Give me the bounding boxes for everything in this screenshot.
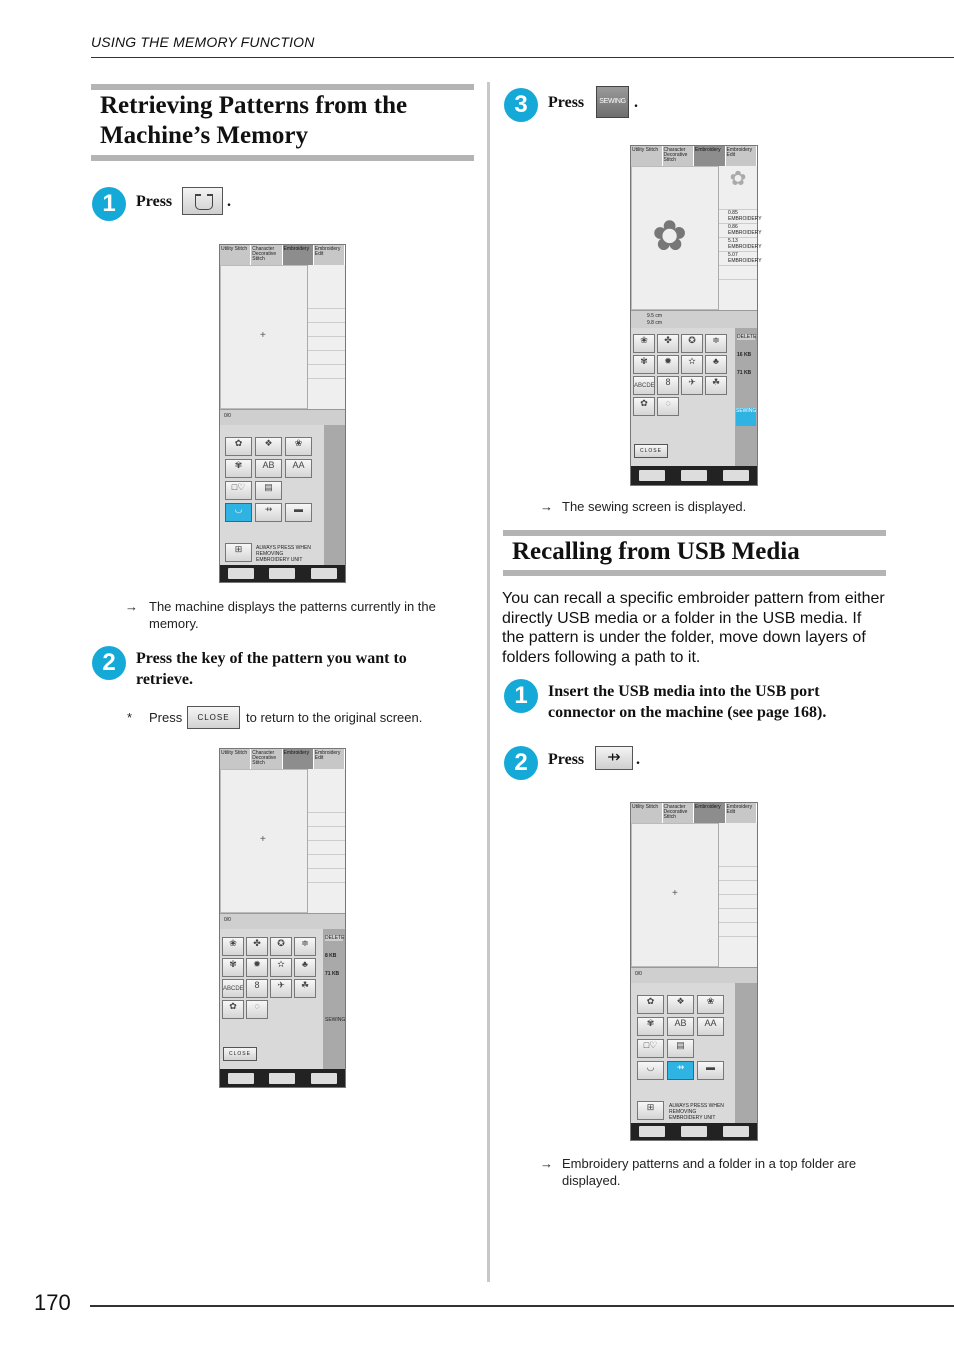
bottom-key-1[interactable] — [639, 470, 665, 481]
size-readout: 0/0 — [635, 971, 642, 977]
tab-utility[interactable]: Utility Stitch — [220, 749, 251, 769]
bottom-key-3[interactable] — [311, 568, 337, 579]
tab-utility[interactable]: Utility Stitch — [220, 245, 251, 265]
section-bar-top-usb — [503, 530, 886, 536]
key-usb[interactable]: ⇸ — [667, 1061, 694, 1080]
close-button[interactable]: CLOSE — [634, 444, 668, 458]
memory-pattern-keys — [633, 334, 727, 416]
memory-pattern-key[interactable]: ☘ — [705, 376, 727, 395]
key-font-ab[interactable]: AB — [667, 1017, 694, 1036]
delete-button[interactable]: DELETE — [325, 935, 345, 941]
step-3-label: Press — [548, 94, 585, 111]
bottom-key-3[interactable] — [723, 470, 749, 481]
memory-pattern-key[interactable]: 8 — [657, 376, 679, 395]
sewing-button[interactable]: SEWING — [736, 408, 756, 426]
key-font-ab[interactable]: AB — [255, 459, 282, 478]
memory-pattern-key[interactable]: ✿ — [633, 397, 655, 416]
key-memory-pocket[interactable]: ◡ — [225, 503, 252, 522]
key-memory-pocket[interactable]: ◡ — [637, 1061, 664, 1080]
tab-embroidery[interactable]: Embroidery — [283, 749, 314, 769]
key-font-aa[interactable]: AA — [697, 1017, 724, 1036]
memory-pattern-keys — [222, 937, 316, 1019]
center-cross-icon: + — [672, 888, 678, 899]
category-keys — [637, 995, 724, 1080]
key-pattern-3[interactable]: ❀ — [285, 437, 312, 456]
machine-screen-selected — [630, 145, 762, 486]
screen-tabs — [631, 803, 757, 823]
note-arrow: → — [540, 1156, 553, 1171]
size-readout: 0/0 — [224, 413, 231, 419]
usb-step-2-punct: . — [636, 751, 640, 768]
memory-pattern-key[interactable]: ✤ — [246, 937, 268, 956]
step-1-label: Press — [136, 193, 173, 210]
bottom-key-3[interactable] — [723, 1126, 749, 1137]
memory-size-kb: 8 KB — [325, 953, 337, 959]
tab-character[interactable]: Character Decorative Stitch — [663, 803, 695, 823]
tab-embroidery[interactable]: Embroidery — [694, 146, 726, 166]
step-3-punct: . — [634, 94, 638, 111]
tab-utility[interactable]: Utility Stitch — [631, 803, 663, 823]
step-badge-1: 1 — [92, 187, 126, 221]
bottom-key-2[interactable] — [269, 1073, 295, 1084]
thread-slot-list — [718, 823, 757, 967]
section-bar-top — [91, 84, 474, 90]
key-pattern-1[interactable]: ✿ — [637, 995, 664, 1014]
key-sheet[interactable]: ▤ — [667, 1039, 694, 1058]
bottom-key-2[interactable] — [681, 1126, 707, 1137]
usb-icon: ⇸ — [595, 746, 633, 770]
free-size-kb: 71 KB — [325, 971, 340, 977]
screen-bottom-bar — [220, 1069, 345, 1087]
rose-pattern-preview: ✿ — [652, 212, 688, 259]
memory-pattern-key[interactable]: ❀ — [633, 334, 655, 353]
key-pattern-1[interactable]: ✿ — [225, 437, 252, 456]
header-rule — [91, 57, 954, 58]
step-badge-2: 2 — [92, 646, 126, 680]
memory-pattern-key[interactable]: ♣ — [294, 958, 316, 977]
footer-rule — [90, 1305, 954, 1307]
bottom-key-2[interactable] — [681, 470, 707, 481]
key-remove-unit[interactable]: ⊞ — [225, 543, 252, 562]
memory-pattern-key[interactable]: ◌ — [246, 1000, 268, 1019]
tab-embroidery[interactable]: Embroidery — [694, 803, 726, 823]
section-title — [100, 91, 407, 151]
step-badge-usb-2: 2 — [504, 746, 538, 780]
key-pattern-2[interactable]: ❖ — [255, 437, 282, 456]
memory-pattern-key[interactable]: ✈ — [270, 979, 292, 998]
usb-step-2-result: Embroidery patterns and a folder in a top folder are displayed. — [562, 1156, 857, 1188]
memory-pattern-key[interactable]: ≑ — [294, 937, 316, 956]
memory-size-kb: 16 KB — [737, 352, 752, 358]
memory-pattern-key[interactable]: ✫ — [270, 958, 292, 977]
screen-side-panel — [324, 425, 345, 565]
key-pattern-2[interactable]: ❖ — [667, 995, 694, 1014]
title-line-2: Machine’s Memory — [100, 122, 309, 149]
tab-embroidery-edit[interactable]: Embroidery Edit — [726, 803, 758, 823]
screen-info-bar — [220, 409, 345, 425]
center-cross-icon: + — [260, 330, 266, 341]
step-3-result: The sewing screen is displayed. — [562, 499, 747, 514]
always-press-text: ALWAYS PRESS WHEN REMOVING EMBROIDERY UNIT — [669, 1103, 724, 1121]
step-2-text: Press the key of the pattern you want to retrieve. — [136, 650, 407, 688]
memory-pattern-key[interactable]: ✾ — [633, 355, 655, 374]
thread-slot-list — [307, 265, 345, 409]
key-remove-unit[interactable]: ⊞ — [637, 1101, 664, 1120]
always-press-text: ALWAYS PRESS WHEN REMOVING EMBROIDERY UNIT — [256, 545, 311, 563]
bottom-key-1[interactable] — [228, 1073, 254, 1084]
tab-embroidery[interactable]: Embroidery — [283, 245, 314, 265]
screen-info-bar — [631, 967, 757, 983]
column-divider — [487, 82, 490, 1282]
key-pattern-3[interactable]: ❀ — [697, 995, 724, 1014]
key-frame[interactable]: □♡ — [225, 481, 252, 500]
delete-button[interactable]: DELETE — [737, 334, 757, 340]
thread-slot-list: ✿ 0.85 EMBROIDERY 0.86 EMBROIDERY 5.13 EMBROIDERY 5.07 EMBROIDERY — [718, 166, 757, 310]
running-header: USING THE MEMORY FUNCTION — [91, 34, 315, 50]
memory-pattern-key[interactable]: ≑ — [705, 334, 727, 353]
memory-pattern-key[interactable]: ✈ — [681, 376, 703, 395]
center-cross-icon: + — [260, 834, 266, 845]
memory-pattern-key[interactable]: ☘ — [294, 979, 316, 998]
size-readout: 0/0 — [224, 917, 231, 923]
sewing-button-icon: SEWING — [596, 86, 629, 118]
section-bar-bottom-usb — [503, 570, 886, 576]
key-pattern-4[interactable]: ✾ — [225, 459, 252, 478]
step-badge-usb-1: 1 — [504, 679, 538, 713]
tab-character[interactable]: Character Decorative Stitch — [663, 146, 695, 166]
machine-screen-memory — [219, 244, 346, 583]
note-arrow: → — [540, 499, 553, 514]
screen-info-bar — [631, 310, 757, 328]
step-1-punct: . — [227, 193, 231, 210]
memory-pattern-key[interactable]: ✹ — [657, 355, 679, 374]
tab-character[interactable]: Character Decorative Stitch — [251, 245, 282, 265]
note-return: to return to the original screen. — [246, 710, 423, 725]
tab-embroidery-edit[interactable]: Embroidery Edit — [726, 146, 758, 166]
memory-pattern-key[interactable]: ❀ — [222, 937, 244, 956]
memory-pattern-key[interactable]: ✿ — [222, 1000, 244, 1019]
tab-embroidery-edit[interactable]: Embroidery Edit — [314, 749, 345, 769]
memory-pattern-key[interactable]: ✫ — [681, 355, 703, 374]
memory-pattern-key[interactable]: ✪ — [270, 937, 292, 956]
pocket-memory-icon — [182, 187, 223, 215]
pattern-width: 9.5 cm — [647, 313, 663, 319]
screen-bottom-bar — [631, 1123, 757, 1140]
note-press: Press — [149, 710, 183, 725]
note-star: * — [127, 710, 133, 725]
tab-embroidery-edit[interactable]: Embroidery Edit — [314, 245, 345, 265]
screen-tabs — [631, 146, 757, 166]
screen-bottom-bar — [631, 466, 757, 485]
category-keys — [225, 437, 312, 522]
step-badge-3: 3 — [504, 88, 538, 122]
bottom-key-2[interactable] — [269, 568, 295, 579]
bottom-key-3[interactable] — [311, 1073, 337, 1084]
embroidery-canvas — [220, 769, 308, 913]
note-arrow: → — [125, 599, 138, 614]
title-line-1: Retrieving Patterns from the — [100, 92, 408, 119]
thread-slot-list — [307, 769, 345, 913]
memory-pattern-key[interactable]: ◌ — [657, 397, 679, 416]
key-font-aa[interactable]: AA — [285, 459, 312, 478]
key-computer[interactable]: ▬ — [697, 1061, 724, 1080]
tab-character[interactable]: Character Decorative Stitch — [251, 749, 282, 769]
close-button[interactable]: CLOSE — [223, 1047, 257, 1061]
memory-pattern-key[interactable]: ✹ — [246, 958, 268, 977]
machine-screen-usb — [630, 802, 758, 1141]
embroidery-canvas — [220, 265, 308, 409]
key-usb[interactable]: ⇸ — [255, 503, 282, 522]
screen-tabs — [220, 749, 345, 769]
section-title-usb: Recalling from USB Media — [512, 538, 800, 565]
screen-bottom-bar — [220, 565, 345, 582]
key-frame[interactable]: □♡ — [637, 1039, 664, 1058]
key-sheet[interactable]: ▤ — [255, 481, 282, 500]
screen-side-panel — [323, 929, 345, 1069]
free-size-kb: 71 KB — [737, 370, 752, 376]
screen-info-bar — [220, 913, 345, 929]
embroidery-canvas — [631, 166, 719, 310]
memory-pattern-key[interactable]: ABCDE — [633, 376, 655, 395]
sewing-button[interactable]: SEWING — [325, 1017, 346, 1023]
memory-pattern-key[interactable]: ABCDE — [222, 979, 244, 998]
usb-step-2-label: Press — [548, 751, 585, 768]
key-pattern-4[interactable]: ✾ — [637, 1017, 664, 1036]
close-button-icon: CLOSE — [187, 706, 240, 729]
usb-intro-paragraph: You can recall a specific embroider pattern from either directly USB media or a folder in the USB media. If the pattern is under the folder, move down layers of folders following a path to it. — [502, 590, 885, 666]
memory-pattern-key[interactable]: ♣ — [705, 355, 727, 374]
memory-pattern-key[interactable]: ✪ — [681, 334, 703, 353]
key-computer[interactable]: ▬ — [285, 503, 312, 522]
memory-pattern-key[interactable]: ✤ — [657, 334, 679, 353]
memory-pattern-key[interactable]: ✾ — [222, 958, 244, 977]
embroidery-canvas — [631, 823, 719, 967]
screen-side-panel — [735, 328, 757, 466]
memory-pattern-key[interactable]: 8 — [246, 979, 268, 998]
pattern-height: 9.8 cm — [647, 320, 663, 326]
step-1-result: The machine displays the patterns currently in the memory. — [149, 599, 436, 631]
machine-screen-patterns — [219, 748, 346, 1088]
tab-utility[interactable]: Utility Stitch — [631, 146, 663, 166]
section-bar-bottom — [91, 155, 474, 161]
screen-side-panel — [735, 983, 757, 1123]
usb-step-1-text: Insert the USB media into the USB port connector on the machine (see page 168). — [548, 683, 827, 721]
bottom-key-1[interactable] — [639, 1126, 665, 1137]
screen-tabs — [220, 245, 345, 265]
page-number: 170 — [34, 1290, 71, 1315]
bottom-key-1[interactable] — [228, 568, 254, 579]
